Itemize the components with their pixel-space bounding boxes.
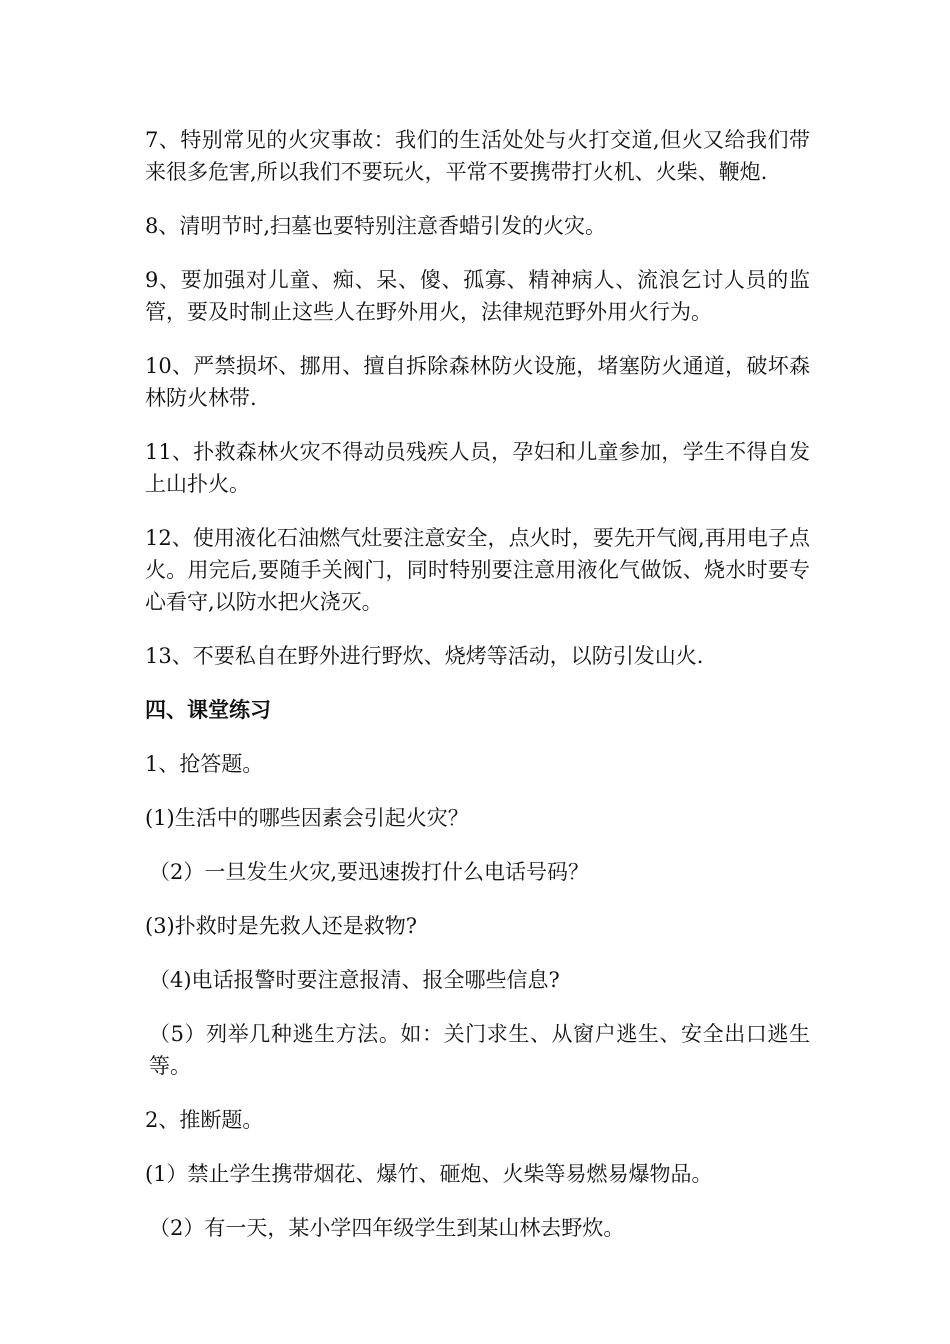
exercise-1-item-4: （4)电话报警时要注意报清、报全哪些信息? bbox=[149, 968, 560, 992]
exercise-1-item-2: （2）一旦发生火灾,要迅速拨打什么电话号码？ bbox=[149, 860, 590, 884]
exercise-1-title: 1、抢答题。 bbox=[145, 752, 264, 776]
document-body bbox=[145, 124, 810, 1266]
exercise-1-item-1: (1)生活中的哪些因素会引起火灾？ bbox=[145, 806, 469, 830]
paragraph-13: 13、不要私自在野外进行野炊、烧烤等活动，以防引发山火. bbox=[145, 644, 704, 668]
paragraph-10: 10、严禁损坏、挪用、擅自拆除森林防火设施，堵塞防火通道，破坏森林防火林带. bbox=[145, 354, 810, 410]
paragraph-12: 12、使用液化石油燃气灶要注意安全，点火时，要先开气阀,再用电子点火。用完后,要随手关阀门，同时特别要注意用液化气做饭、烧水时要专心看守,以防水把火浇灭。 bbox=[145, 526, 810, 614]
paragraph-9: 9、要加强对儿童、痴、呆、傻、孤寡、精神病人、流浪乞讨人员的监管，要及时制止这些人在野外用火，法律规范野外用火行为。 bbox=[145, 268, 810, 324]
exercise-2-item-1: (1）禁止学生携带烟花、爆竹、砸炮、火柴等易燃易爆物品。 bbox=[145, 1162, 713, 1186]
paragraph-7: 7、特别常见的火灾事故：我们的生活处处与火打交道,但火又给我们带来很多危害,所以我们不要玩火，平常不要携带打火机、火柴、鞭炮. bbox=[145, 128, 810, 184]
paragraph-8: 8、清明节时,扫墓也要特别注意香蜡引发的火灾。 bbox=[145, 214, 607, 238]
exercise-1-item-3: (3)扑救时是先救人还是救物? bbox=[145, 914, 418, 938]
exercise-2-item-2: （2）有一天，某小学四年级学生到某山林去野炊。 bbox=[149, 1216, 625, 1240]
exercise-2-title: 2、推断题。 bbox=[145, 1108, 264, 1132]
paragraph-11: 11、扑救森林火灾不得动员残疾人员，孕妇和儿童参加，学生不得自发上山扑火。 bbox=[145, 440, 810, 496]
section-heading: 四、课堂练习 bbox=[145, 698, 271, 722]
exercise-1-item-5: （5）列举几种逃生方法。如：关门求生、从窗户逃生、安全出口逃生等。 bbox=[149, 1022, 810, 1078]
